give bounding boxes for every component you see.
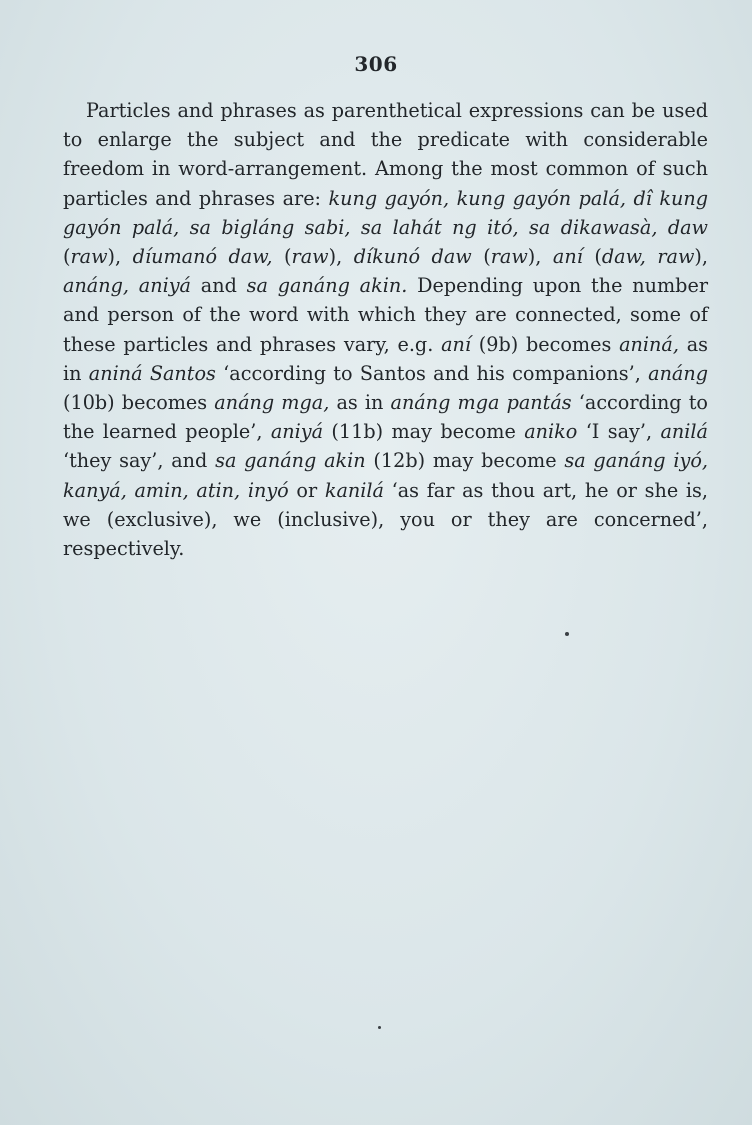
italic-term: anáng mga, xyxy=(214,391,330,415)
italic-term: aniko xyxy=(524,420,578,444)
text-run: ), xyxy=(527,245,553,269)
italic-term: daw, raw xyxy=(601,245,695,269)
text-run: ‘I say’, xyxy=(577,420,661,444)
text-run: ( xyxy=(582,245,602,269)
text-run: Particles and phrases as parenthetical expressions can be used to enlarge the subject and the predicate with considerable freedom in word-arrangement. Among the most common of such particles and phrases are: xyxy=(63,99,708,210)
text-run: ‘as far as thou art, he or she is, we (exclusive), we (inclusive), you or they are concerned’, respectively. xyxy=(63,478,708,561)
page-number: 306 xyxy=(354,52,398,76)
text-run: ‘according to Santos and his companions’, xyxy=(215,361,649,385)
text-run: (10b) becomes xyxy=(63,391,215,415)
body-paragraph xyxy=(63,96,708,563)
italic-term: aniná, xyxy=(619,332,679,356)
italic-term: anilá xyxy=(660,420,708,444)
italic-term: sa ganáng akin. xyxy=(246,274,408,298)
italic-term: sa ganáng iyó, kanyá, amin, atin, inyó xyxy=(63,449,708,502)
text-run: (9b) becomes xyxy=(471,332,620,356)
text-run: and xyxy=(190,274,247,298)
text-run: ( xyxy=(272,245,292,269)
italic-term: aní xyxy=(441,332,472,356)
text-run: ‘they say’, and xyxy=(63,449,216,473)
text-run: Depending upon the number and person of the word with which they are connected, some of these particles and phrases vary, e.g. xyxy=(63,274,708,356)
italic-term: díumanó daw, xyxy=(132,245,273,269)
text-run: (12b) may become xyxy=(365,449,565,473)
italic-term: raw xyxy=(490,245,528,269)
text-run: as in xyxy=(329,391,391,415)
text-run: (11b) may become xyxy=(323,420,525,444)
italic-term: díkunó daw xyxy=(353,245,472,269)
italic-term: aní xyxy=(552,245,583,269)
text-run: ( xyxy=(471,245,491,269)
text-run: ( xyxy=(63,245,71,269)
italic-term: aniyá xyxy=(270,420,324,444)
italic-term: anáng xyxy=(648,361,709,385)
text-run: as in xyxy=(63,332,709,385)
italic-term: anáng, aniyá xyxy=(63,274,191,298)
italic-term: anáng mga pantás xyxy=(390,391,572,415)
italic-term: sa ganáng akin xyxy=(215,449,366,473)
italic-term: raw xyxy=(70,245,108,269)
text-run: ), xyxy=(107,245,133,269)
italic-term: raw xyxy=(291,245,329,269)
text-run: or xyxy=(288,478,325,502)
text-run: ‘according to the learned people’, xyxy=(63,391,708,444)
italic-term: kanilá xyxy=(324,478,384,502)
text-run: ), xyxy=(694,245,709,269)
italic-term: aniná Santos xyxy=(88,361,216,385)
text-run: ), xyxy=(328,245,354,269)
stray-mark xyxy=(378,1026,381,1029)
italic-term: kung gayón, kung gayón palá, dî kung gayón palá, sa bigláng sabi, sa lahát ng itó, sa dikawasà, daw xyxy=(63,186,708,239)
stray-mark xyxy=(565,632,569,636)
